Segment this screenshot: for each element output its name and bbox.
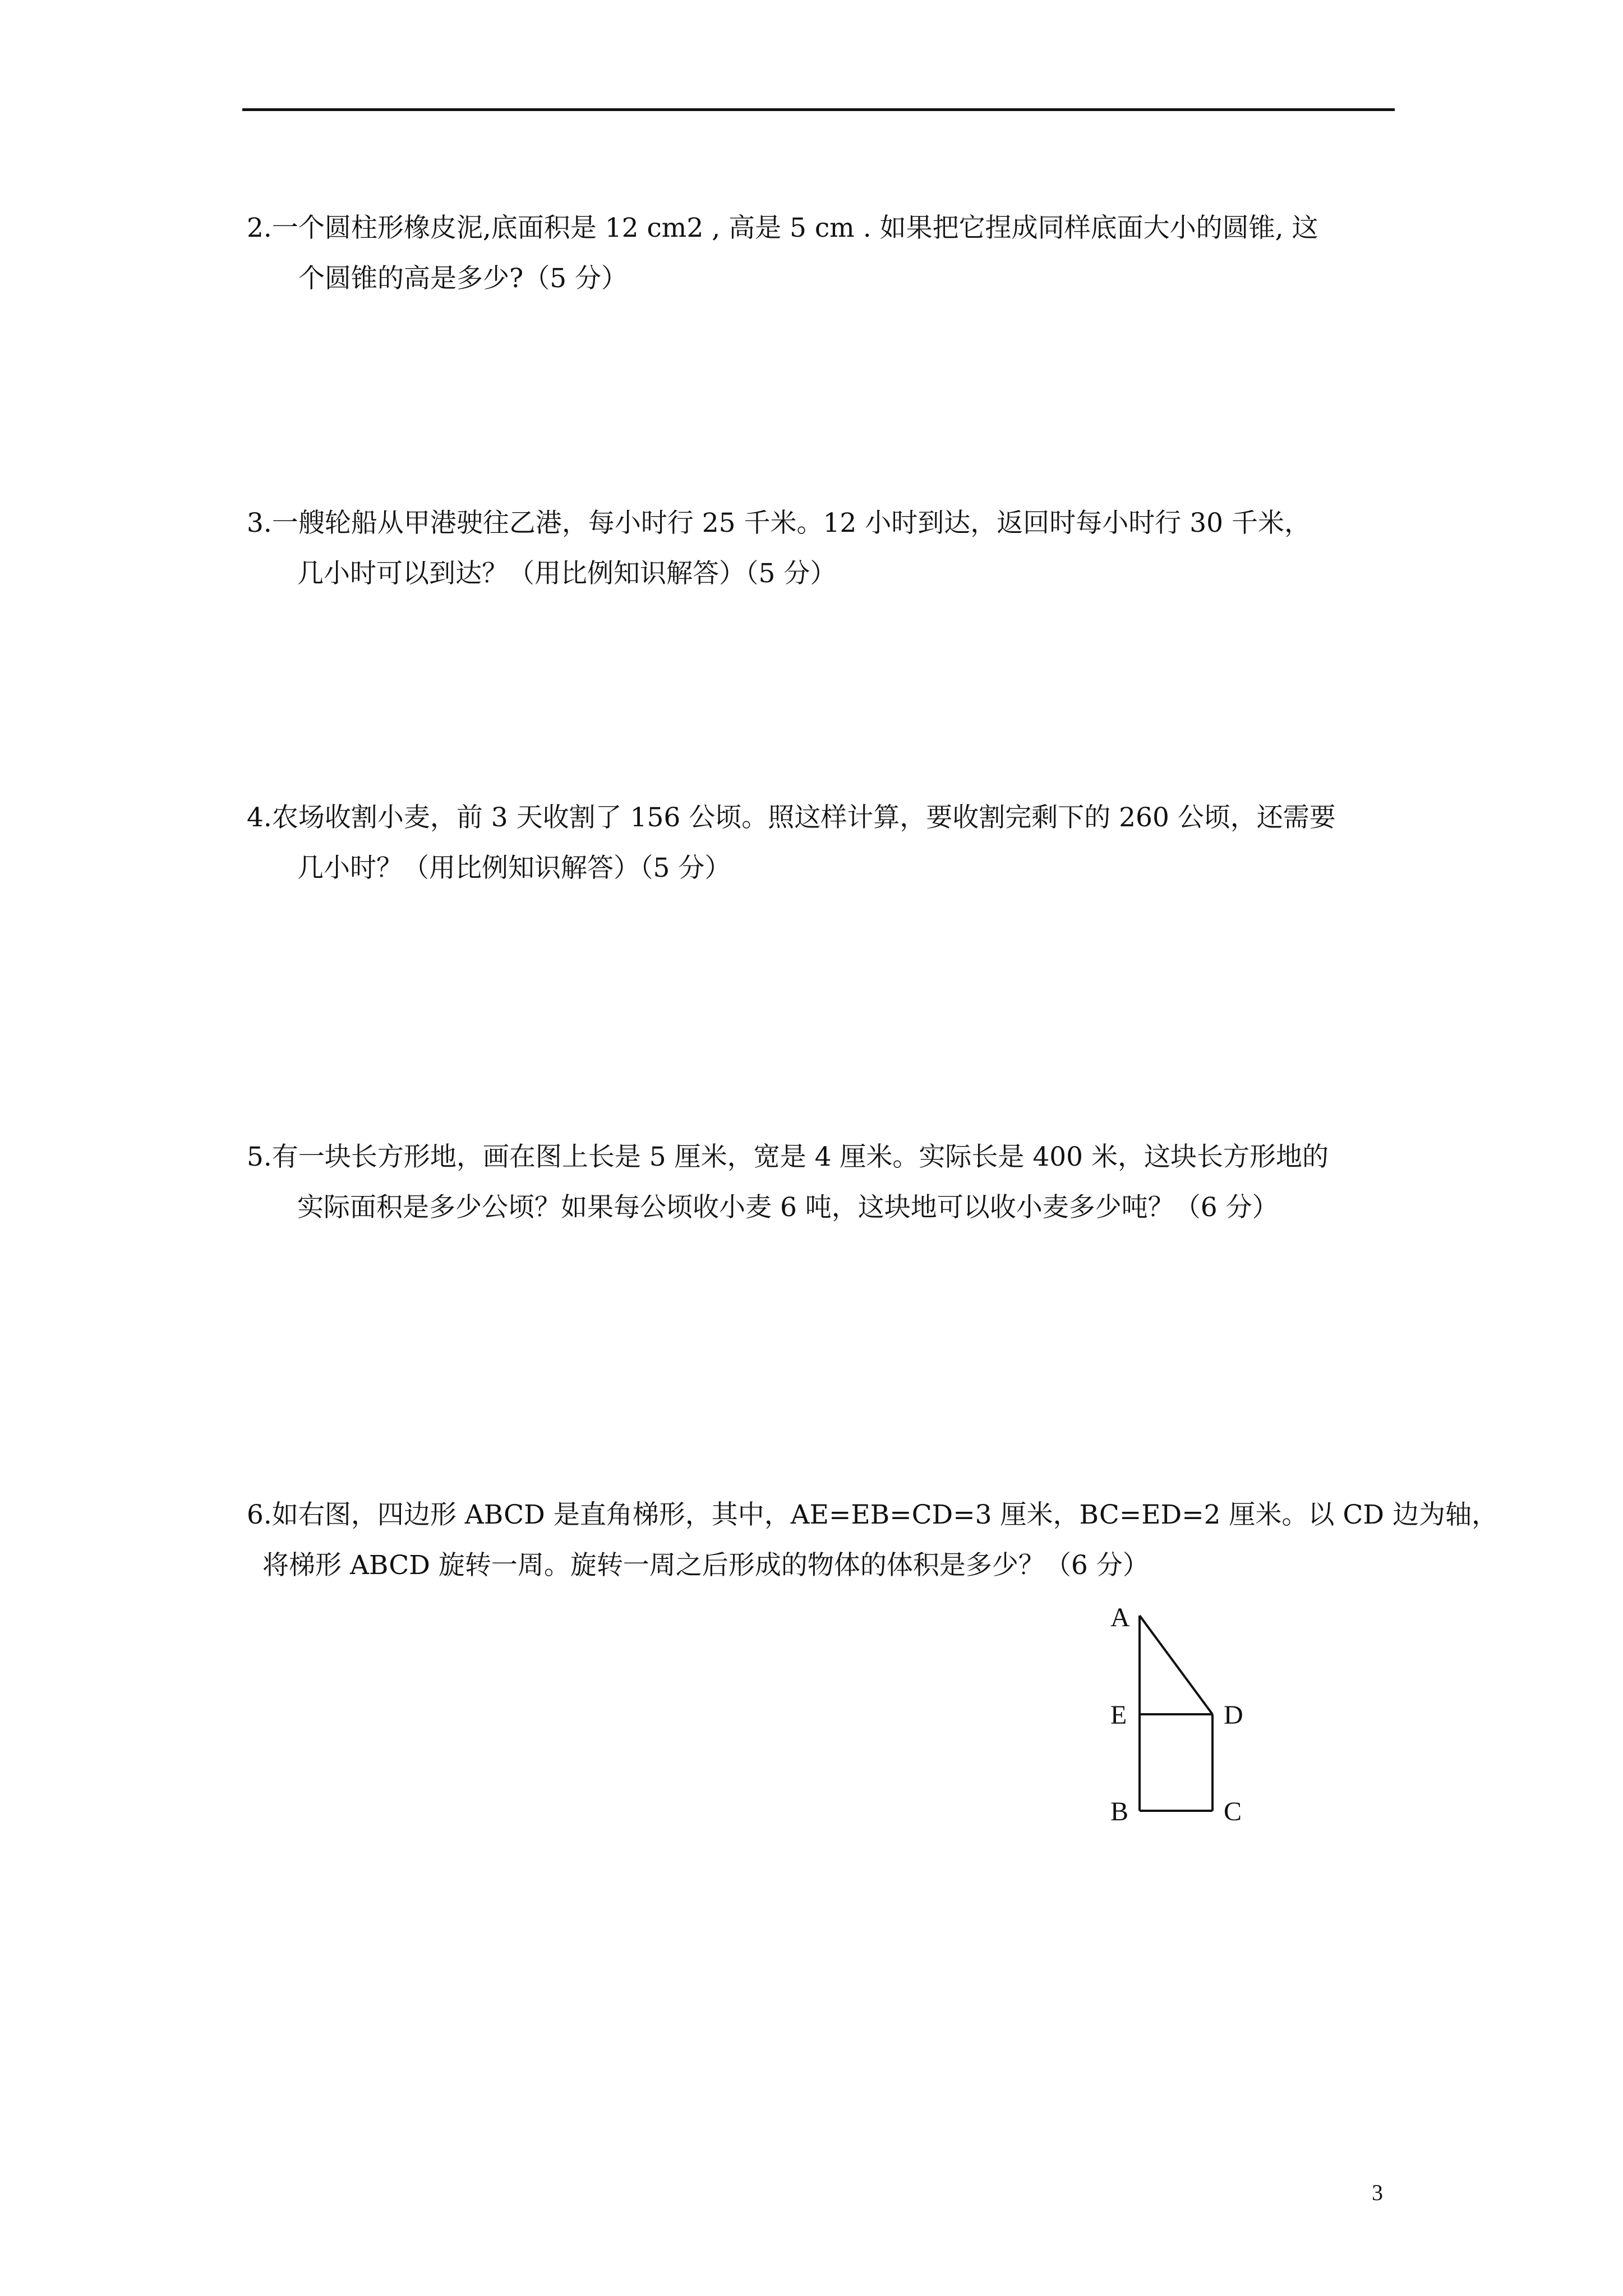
question-6-line-1: 6.如右图，四边形 ABCD 是直角梯形，其中，AE=EB=CD=3 厘米，BC=ED=2 厘米。以 CD 边为轴，	[247, 1499, 1498, 1530]
vertex-label-a: A	[1110, 1603, 1130, 1632]
trapezoid-figure	[1099, 1604, 1267, 1840]
question-4	[247, 793, 1396, 894]
page-number: 3	[1372, 2180, 1383, 2205]
question-3-line-1: 3.一艘轮船从甲港驶往乙港，每小时行 25 千米。12 小时到达，返回时每小时行 30 千米，	[247, 508, 1311, 539]
question-3-line-2: 几小时可以到达？（用比例知识解答）（5 分）	[297, 558, 837, 589]
vertex-label-b: B	[1110, 1797, 1129, 1826]
question-2-line-1: 2.一个圆柱形橡皮泥,底面积是 12 cm2 , 高是 5 cm . 如果把它捏成同样底面大小的圆锥, 这	[247, 213, 1318, 243]
question-5-line-2: 实际面积是多少公顷？如果每公顷收小麦 6 吨，这块地可以收小麦多少吨？（6 分）	[297, 1192, 1279, 1223]
vertex-label-e: E	[1110, 1700, 1127, 1730]
question-5	[247, 1132, 1396, 1233]
question-5-line-1: 5.有一块长方形地，画在图上长是 5 厘米，宽是 4 厘米。实际长是 400 米，这块长方形地的	[247, 1142, 1329, 1172]
question-6	[247, 1490, 1498, 1591]
header-rule	[242, 108, 1395, 111]
question-3	[247, 498, 1396, 599]
question-2	[247, 203, 1396, 304]
question-6-line-2: 将梯形 ABCD 旋转一周。旋转一周之后形成的物体的体积是多少？（6 分）	[262, 1550, 1149, 1581]
vertex-label-c: C	[1224, 1797, 1242, 1826]
edge-ad	[1140, 1616, 1212, 1714]
question-4-line-1: 4.农场收割小麦，前 3 天收割了 156 公顷。照这样计算，要收割完剩下的 260 公顷，还需要	[247, 802, 1336, 833]
question-2-line-2: 个圆锥的高是多少?（5 分）	[298, 263, 628, 294]
vertex-label-d: D	[1224, 1700, 1243, 1730]
question-4-line-2: 几小时？（用比例知识解答）（5 分）	[297, 853, 731, 884]
